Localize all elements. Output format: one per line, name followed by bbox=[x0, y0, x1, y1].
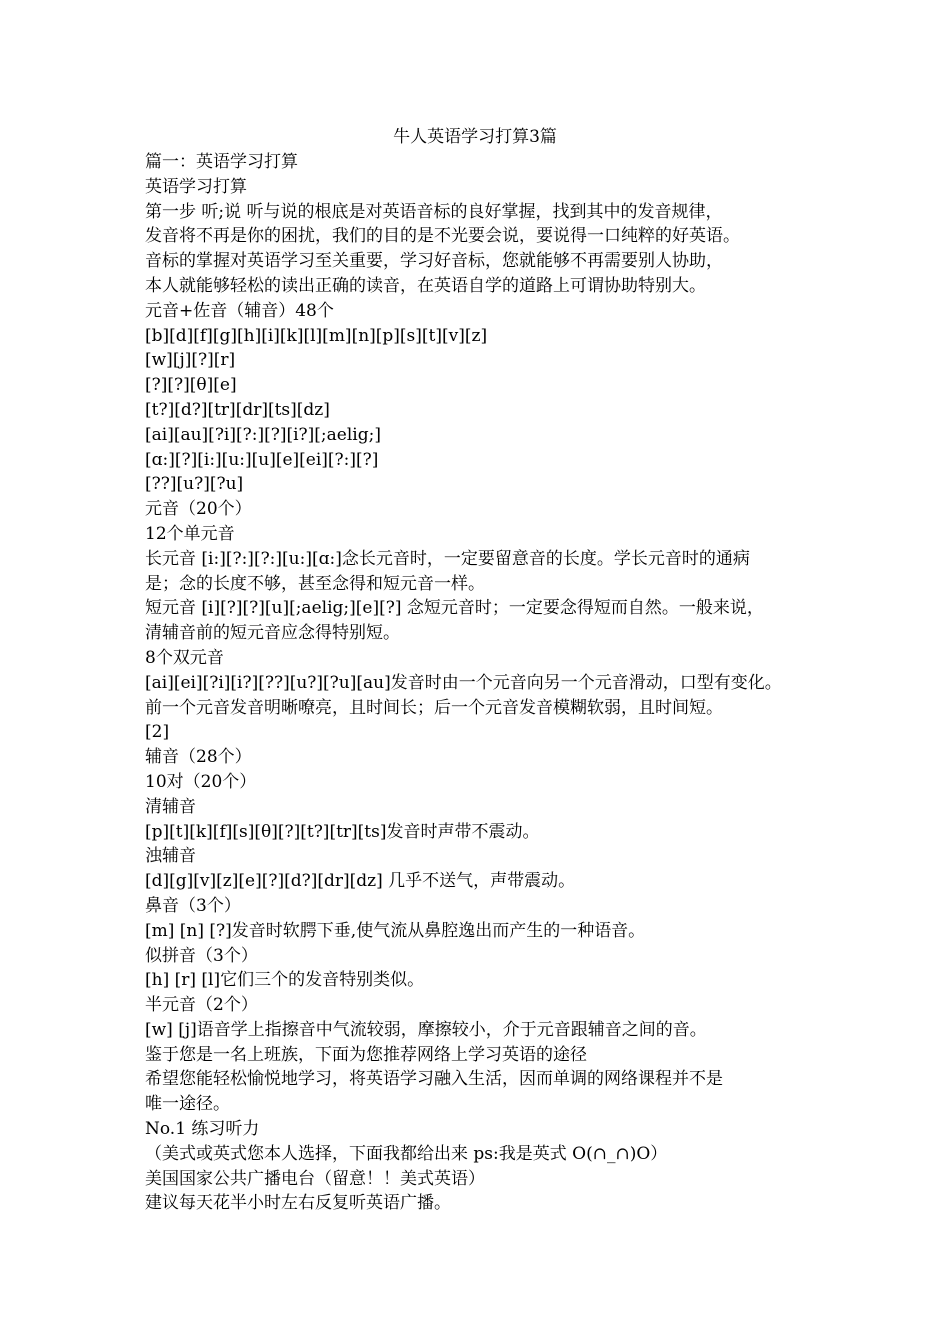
text-line: 元音+佐音（辅音）48个 bbox=[145, 300, 334, 321]
text-line: [ai][ei][?i][i?][??][u?][?u][au]发音时由一个元音向另一个元音滑动，口型有变化。 bbox=[145, 672, 782, 693]
text-line: 12个单元音 bbox=[145, 523, 235, 544]
text-line: 建议每天花半小时左右反复听英语广播。 bbox=[145, 1193, 451, 1214]
text-line: [2] bbox=[145, 722, 170, 743]
text-line: 希望您能轻松愉悦地学习，将英语学习融入生活，因而单调的网络课程并不是 bbox=[145, 1069, 723, 1090]
text-line: 浊辅音 bbox=[145, 846, 196, 867]
text-line: 辅音（28个） bbox=[145, 747, 252, 768]
text-line: [b][d][f][g][h][i][k][l][m][n][p][s][t][v][z] bbox=[145, 325, 488, 346]
document-title: 牛人英语学习打算3篇 bbox=[393, 127, 557, 147]
text-line: 10对（20个） bbox=[145, 771, 257, 792]
text-line: 发音将不再是你的困扰，我们的目的是不光要会说，要说得一口纯粹的好英语。 bbox=[145, 226, 740, 247]
text-line: 短元音 [i][?][?][u][;aelig;][e][?] 念短元音时；一定要念得短而自然。一般来说， bbox=[145, 598, 764, 619]
text-line: 美国国家公共广播电台（留意！！美式英语） bbox=[145, 1168, 485, 1189]
text-line: [w] [j]语音学上指擦音中气流较弱，摩擦较小，介于元音跟辅音之间的音。 bbox=[145, 1019, 707, 1040]
text-line: No.1 练习听力 bbox=[145, 1119, 260, 1140]
text-line: [d][g][v][z][e][?][d?][dr][dz] 几乎不送气，声带震动。 bbox=[145, 871, 576, 892]
text-line: [p][t][k][f][s][θ][?][t?][tr][ts]发音时声带不震动。 bbox=[145, 821, 540, 842]
text-line: 第一步 听;说 听与说的根底是对英语音标的良好掌握，找到其中的发音规律， bbox=[145, 201, 723, 222]
text-line: 清辅音 bbox=[145, 796, 196, 817]
document-body bbox=[145, 150, 810, 1216]
text-line: 长元音 [i:][?:][?:][u:][ɑ:]念长元音时，一定要留意音的长度。学长元音时的通病 bbox=[145, 548, 750, 569]
text-line: 前一个元音发音明晰嘹亮，且时间长；后一个元音发音模糊软弱，且时间短。 bbox=[145, 697, 723, 718]
text-line: 本人就能够轻松的读出正确的读音，在英语自学的道路上可谓协助特别大。 bbox=[145, 275, 706, 296]
text-line: 是；念的长度不够，甚至念得和短元音一样。 bbox=[145, 573, 485, 594]
text-line: 篇一：英语学习打算 bbox=[145, 152, 298, 172]
text-line: 鼻音（3个） bbox=[145, 895, 241, 916]
text-line: 元音（20个） bbox=[145, 499, 252, 520]
text-line: 清辅音前的短元音应念得特别短。 bbox=[145, 623, 400, 644]
text-line: 8个双元音 bbox=[145, 647, 224, 668]
text-line: [w][j][?][r] bbox=[145, 350, 236, 371]
text-line: （美式或英式您本人选择，下面我都给出来 ps:我是英式 O(∩_∩)O） bbox=[145, 1143, 668, 1164]
text-line: [ɑ:][?][i:][u:][u][e][ei][?:][?] bbox=[145, 449, 379, 470]
text-line: 半元音（2个） bbox=[145, 995, 258, 1016]
text-line: [t?][d?][tr][dr][ts][dz] bbox=[145, 399, 330, 420]
text-line: 似拼音（3个） bbox=[145, 945, 258, 966]
text-line: 鉴于您是一名上班族，下面为您推荐网络上学习英语的途径 bbox=[145, 1044, 587, 1065]
text-line: [??][u?][?u] bbox=[145, 474, 244, 495]
text-line: [h] [r] [l]它们三个的发音特别类似。 bbox=[145, 970, 425, 991]
text-line: 音标的掌握对英语学习至关重要，学习好音标，您就能够不再需要别人协助， bbox=[145, 251, 723, 272]
text-line: [ai][au][?i][?:][?][i?][;aelig;] bbox=[145, 424, 381, 445]
text-line: [?][?][θ][e] bbox=[145, 375, 237, 396]
text-line: 英语学习打算 bbox=[145, 176, 247, 197]
text-line: [m] [n] [?]发音时软腭下垂,使气流从鼻腔逸出而产生的一种语音。 bbox=[145, 920, 646, 941]
text-line: 唯一途径。 bbox=[145, 1094, 230, 1115]
